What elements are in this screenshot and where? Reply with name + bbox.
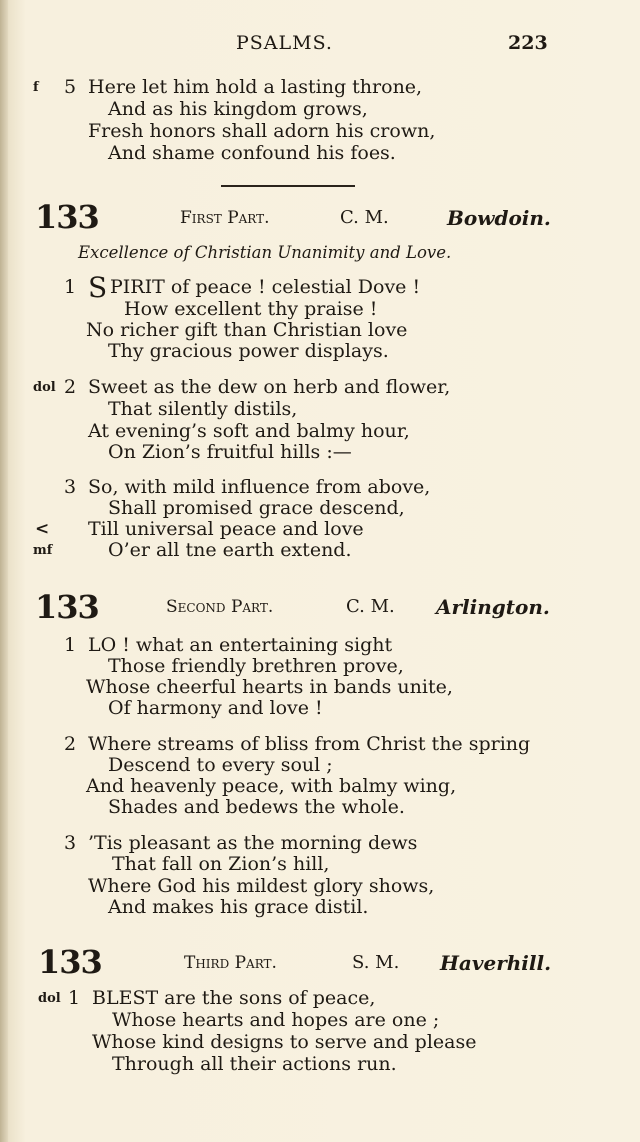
- stanza-line: Descend to every soul ;: [108, 754, 333, 776]
- stanza-line: And heavenly peace, with balmy wing,: [86, 775, 457, 797]
- stanza-line: Of harmony and love !: [108, 697, 323, 719]
- stanza-line: PIRIT of peace ! celestial Dove !: [110, 276, 421, 298]
- stanza-line: O’er all tne earth extend.: [108, 539, 352, 561]
- stanza-line: That silently distils,: [108, 398, 298, 420]
- stanza-number: 5: [64, 76, 77, 98]
- stanza-number: 1: [68, 987, 81, 1009]
- stanza-line: That fall on Zion’s hill,: [112, 853, 330, 875]
- stanza-line: No richer gift than Christian love: [86, 319, 408, 341]
- drop-cap: S: [88, 271, 108, 304]
- stanza-line: Sweet as the dew on herb and flower,: [88, 376, 451, 398]
- stanza-line: And as his kingdom grows,: [108, 98, 368, 120]
- stanza-number: 1: [64, 634, 77, 656]
- stanza-line: LO ! what an entertaining sight: [88, 634, 393, 656]
- hymn-number: 133: [35, 198, 99, 236]
- hymn-number: 133: [35, 588, 99, 626]
- hymn-meter: C. M.: [346, 596, 395, 617]
- stanza-line: And shame confound his foes.: [108, 142, 396, 164]
- stanza-number: 2: [64, 376, 77, 398]
- dynamic-mark: mf: [33, 543, 53, 558]
- stanza-line: At evening’s soft and balmy hour,: [88, 420, 410, 442]
- stanza-line: Shades and bedews the whole.: [108, 796, 405, 818]
- hymn-part: Second Part.: [166, 597, 274, 617]
- page-spine-shadow: [0, 0, 8, 1142]
- stanza-line: On Zion’s fruitful hills :—: [108, 441, 352, 463]
- stanza-line: Fresh honors shall adorn his crown,: [88, 120, 436, 142]
- stanza-line: Whose hearts and hopes are one ;: [112, 1009, 440, 1031]
- stanza-line: Where God his mildest glory shows,: [88, 875, 435, 897]
- hymn-part: First Part.: [180, 208, 270, 228]
- stanza-line: ’Tis pleasant as the morning dews: [88, 832, 418, 854]
- tune-name: Bowdoin.: [447, 206, 551, 230]
- hymn-number: 133: [38, 943, 102, 981]
- stanza-line: Whose kind designs to serve and please: [92, 1031, 477, 1053]
- stanza-number: 2: [64, 733, 77, 755]
- dynamic-mark: dol: [33, 380, 56, 395]
- stanza-line: Thy gracious power displays.: [108, 340, 389, 362]
- hymn-subtitle: Excellence of Christian Unanimity and Love.: [78, 243, 452, 262]
- stanza-number: 1: [64, 276, 77, 298]
- stanza-line: And makes his grace distil.: [108, 896, 369, 918]
- stanza-line: Through all their actions run.: [112, 1053, 397, 1075]
- stanza-line: Where streams of bliss from Christ the spring: [88, 733, 531, 755]
- stanza-line: BLEST are the sons of peace,: [92, 987, 376, 1009]
- stanza-line: How excellent thy praise !: [124, 298, 378, 320]
- hymn-meter: S. M.: [352, 952, 400, 973]
- stanza-line: So, with mild influence from above,: [88, 476, 431, 498]
- stanza-line: Those friendly brethren prove,: [108, 655, 404, 677]
- stanza-number: 3: [64, 832, 77, 854]
- stanza-line: Here let him hold a lasting throne,: [88, 76, 423, 98]
- stanza-number: 3: [64, 476, 77, 498]
- stanza-line: Till universal peace and love: [88, 518, 364, 540]
- stanza-line: Shall promised grace descend,: [108, 497, 405, 519]
- hymn-part: Third Part.: [184, 953, 277, 973]
- dynamic-mark: f: [33, 80, 39, 95]
- tune-name: Arlington.: [436, 595, 550, 619]
- tune-name: Haverhill.: [440, 951, 552, 975]
- page-number: 223: [508, 32, 548, 54]
- running-header-title: PSALMS.: [236, 32, 333, 54]
- crescendo-mark: <: [35, 519, 50, 539]
- dynamic-mark: dol: [38, 991, 61, 1006]
- section-divider-rule: [221, 185, 355, 187]
- hymn-meter: C. M.: [340, 207, 389, 228]
- stanza-line: Whose cheerful hearts in bands unite,: [86, 676, 453, 698]
